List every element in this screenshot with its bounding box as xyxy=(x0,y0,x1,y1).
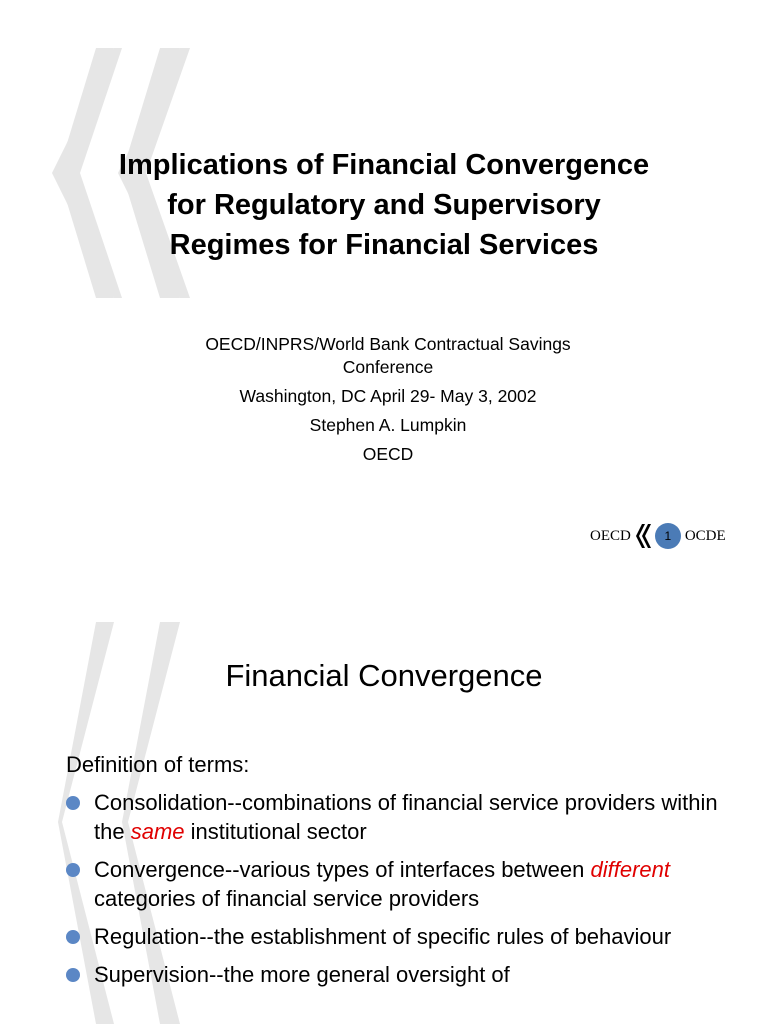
title-line: Regimes for Financial Services xyxy=(169,229,599,261)
list-item xyxy=(60,788,740,846)
bullet-dot xyxy=(66,863,80,877)
title-line: for Regulatory and Supervisory xyxy=(167,189,601,221)
footer-ocde-label: OCDE xyxy=(684,527,726,544)
slide-title: Financial Convergence xyxy=(225,658,543,693)
conference-name-cont: Conference xyxy=(342,357,434,377)
author-org: OECD xyxy=(362,444,414,464)
definition-list xyxy=(60,788,740,998)
slide-subtitle xyxy=(90,333,686,466)
oecd-chevron-icon xyxy=(635,524,651,548)
definition-lead: Definition of terms: xyxy=(66,752,250,777)
slide-2 xyxy=(0,600,768,1024)
conference-name: OECD/INPRS/World Bank Contractual Savings xyxy=(205,334,571,354)
author-name: Stephen A. Lumpkin xyxy=(309,415,467,435)
page-number-badge: 1 xyxy=(655,523,681,549)
bullet-text: categories of financial service providers xyxy=(94,886,480,911)
location-date: Washington, DC April 29- May 3, 2002 xyxy=(239,386,537,406)
bullet-text: institutional sector xyxy=(184,819,367,844)
slide-footer xyxy=(590,522,726,550)
bullet-text: Consolidation--combinations of financial service providers within the xyxy=(94,790,718,844)
emphasis-text: same xyxy=(130,819,185,844)
bullet-dot xyxy=(66,796,80,810)
list-item xyxy=(60,855,740,913)
emphasis-text: different xyxy=(590,857,670,882)
bullet-text: Convergence--various types of interfaces between xyxy=(94,857,591,882)
footer-oecd-label: OECD xyxy=(590,527,631,544)
bullet-text: Supervision--the more general oversight of xyxy=(94,962,510,987)
title-line: Implications of Financial Convergence xyxy=(118,149,650,181)
bullet-dot xyxy=(66,968,80,982)
bullet-dot xyxy=(66,930,80,944)
list-item xyxy=(60,960,740,989)
bullet-text: Regulation--the establishment of specific rules of behaviour xyxy=(94,924,672,949)
list-item xyxy=(60,922,740,951)
slide-title xyxy=(40,145,728,265)
